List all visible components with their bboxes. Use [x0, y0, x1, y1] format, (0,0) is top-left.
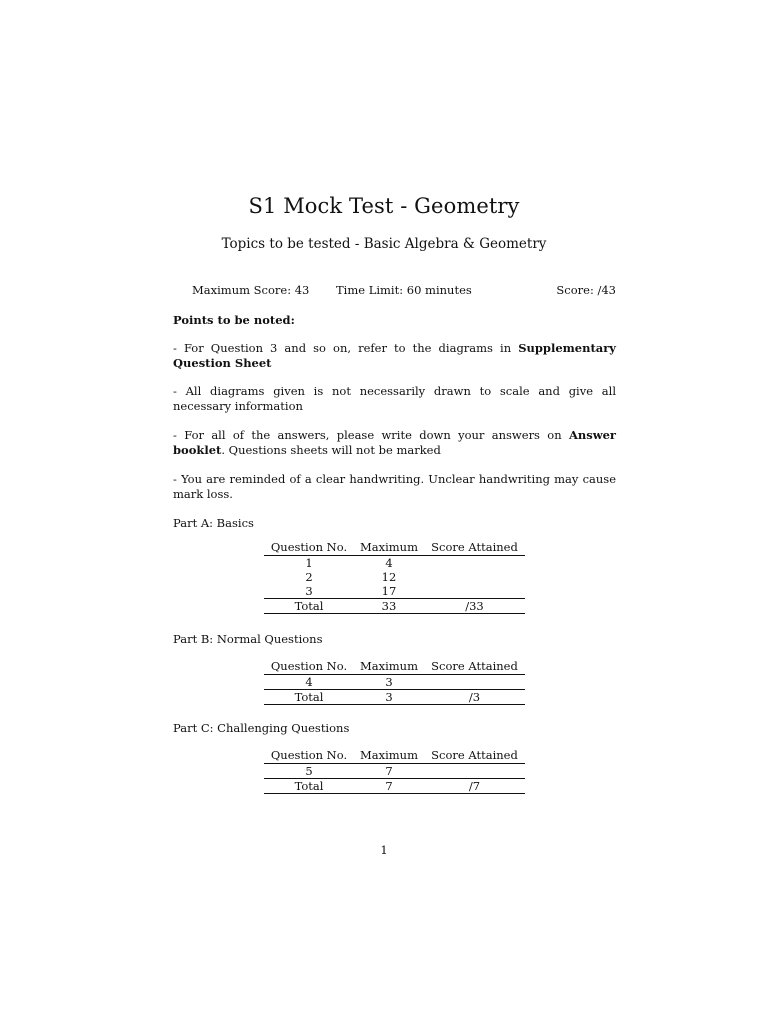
total-maximum: 7	[354, 779, 424, 794]
score-field: Score: /43	[556, 283, 616, 297]
question-number: 4	[305, 675, 313, 689]
total-score: /3	[424, 690, 525, 705]
score-attained	[424, 556, 525, 571]
note-item	[173, 341, 616, 371]
total-row	[264, 779, 525, 794]
part-a-heading: Part A: Basics	[173, 516, 254, 530]
time-limit: Time Limit: 60 minutes	[336, 283, 472, 297]
total-maximum: 33	[354, 599, 424, 614]
total-score: /7	[424, 779, 525, 794]
note-text: - You are reminded of a clear handwriting. Unclear handwriting may cause mark loss.	[173, 472, 616, 501]
total-label: Total	[264, 779, 354, 794]
question-number: 2	[305, 570, 313, 584]
document-title: S1 Mock Test - Geometry	[248, 194, 520, 218]
header-question-no: Question No.	[264, 748, 354, 764]
header-score-attained: Score Attained	[424, 748, 525, 764]
score-attained	[424, 570, 525, 584]
part-b-heading: Part B: Normal Questions	[173, 632, 323, 646]
maximum-marks: 4	[385, 556, 393, 570]
table-row	[264, 556, 525, 571]
note-bold-text: Supplementary Question Sheet	[173, 341, 616, 370]
question-number: 3	[305, 584, 313, 598]
total-label: Total	[264, 599, 354, 614]
table-row	[264, 570, 525, 584]
part-b-table	[264, 659, 525, 705]
note-text: - For all of the answers, please write down your answers on	[173, 428, 569, 442]
header-maximum: Maximum	[354, 540, 424, 556]
note-text: - All diagrams given is not necessarily drawn to scale and give all necessary information	[173, 384, 616, 413]
maximum-marks: 3	[385, 675, 393, 689]
score-attained	[424, 764, 525, 779]
header-score-attained: Score Attained	[424, 540, 525, 556]
part-a-table	[264, 540, 525, 614]
note-bold-text: Answer booklet	[173, 428, 616, 457]
question-number: 1	[305, 556, 313, 570]
maximum-marks: 7	[385, 764, 393, 778]
notes-heading: Points to be noted:	[173, 313, 295, 327]
total-row	[264, 690, 525, 705]
header-question-no: Question No.	[264, 659, 354, 675]
maximum-marks: 17	[381, 584, 397, 598]
page-number: 1	[380, 843, 388, 857]
table-row	[264, 584, 525, 599]
note-item	[173, 428, 616, 458]
header-score-attained: Score Attained	[424, 659, 525, 675]
note-text: . Questions sheets will not be marked	[221, 443, 441, 457]
header-maximum: Maximum	[354, 659, 424, 675]
header-question-no: Question No.	[264, 540, 354, 556]
question-number: 5	[305, 764, 313, 778]
total-row	[264, 599, 525, 614]
note-item	[173, 384, 616, 414]
note-text: - For Question 3 and so on, refer to the diagrams in	[173, 341, 519, 355]
maximum-marks: 12	[381, 570, 397, 584]
maximum-score: Maximum Score: 43	[192, 283, 310, 297]
part-c-heading: Part C: Challenging Questions	[173, 721, 350, 735]
total-label: Total	[264, 690, 354, 705]
part-c-table	[264, 748, 525, 794]
table-row	[264, 675, 525, 690]
table-row	[264, 764, 525, 779]
total-score: /33	[424, 599, 525, 614]
document-subtitle: Topics to be tested - Basic Algebra & Geometry	[221, 236, 547, 252]
note-item	[173, 472, 616, 502]
header-maximum: Maximum	[354, 748, 424, 764]
score-attained	[424, 675, 525, 690]
score-attained	[424, 584, 525, 599]
total-maximum: 3	[354, 690, 424, 705]
